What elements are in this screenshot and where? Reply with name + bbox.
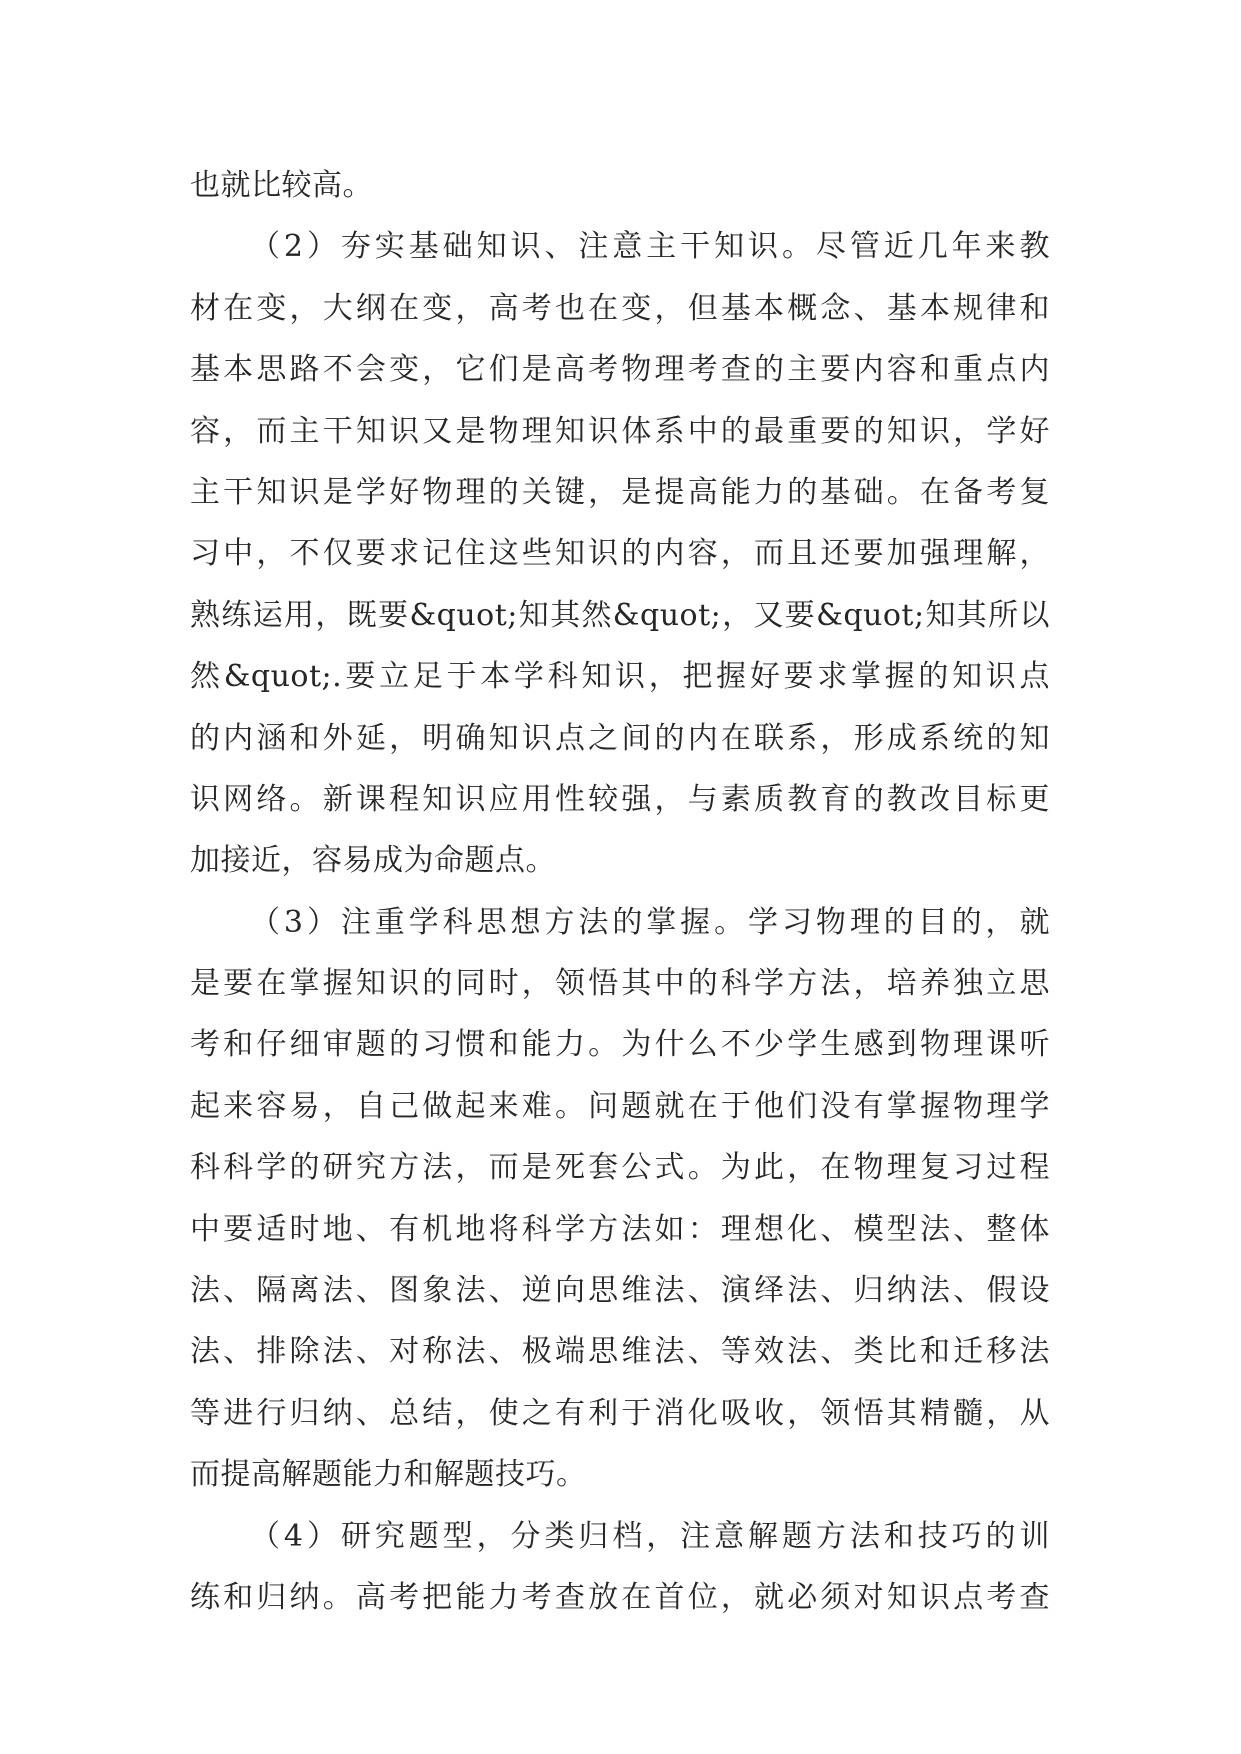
text-line: 然&quot;.要立足于本学科知识，把握好要求掌握的知识点 [190, 659, 1050, 695]
text-line: 加接近，容易成为命题点。 [190, 843, 556, 879]
text-line: 科科学的研究方法，而是死套公式。为此，在物理复习过程 [190, 1150, 1050, 1186]
paragraph-4-question-types [190, 1506, 1050, 1629]
text-line: 练和归纳。高考把能力考查放在首位，就必须对知识点考查 [190, 1579, 1050, 1615]
text-line: 等进行归纳、总结，使之有利于消化吸收，领悟其精髓，从 [190, 1395, 1050, 1431]
text-line: （3）注重学科思想方法的掌握。学习物理的目的，就 [250, 904, 1050, 940]
text-line: 熟练运用，既要&quot;知其然&quot;，又要&quot;知其所以 [190, 597, 1050, 633]
text-line: 中要适时地、有机地将科学方法如：理想化、模型法、整体 [190, 1211, 1050, 1247]
paragraph-3-methods [190, 892, 1050, 1506]
text-line: （4）研究题型，分类归档，注意解题方法和技巧的训 [250, 1518, 1050, 1554]
text-line: 材在变，大纲在变，高考也在变，但基本概念、基本规律和 [190, 290, 1050, 326]
text-line: 考和仔细审题的习惯和能力。为什么不少学生感到物理课听 [190, 1027, 1050, 1063]
text-line: 识网络。新课程知识应用性较强，与素质教育的教改目标更 [190, 781, 1050, 817]
text-line: 起来容易，自己做起来难。问题就在于他们没有掌握物理学 [190, 1088, 1050, 1124]
text-line: 法、隔离法、图象法、逆向思维法、演绎法、归纳法、假设 [190, 1273, 1050, 1309]
text-line: 基本思路不会变，它们是高考物理考查的主要内容和重点内 [190, 352, 1050, 388]
text-line: （2）夯实基础知识、注意主干知识。尽管近几年来教 [250, 229, 1050, 265]
text-line: 是要在掌握知识的同时，领悟其中的科学方法，培养独立思 [190, 966, 1050, 1002]
text-line: 主干知识是学好物理的关键，是提高能力的基础。在备考复 [190, 474, 1050, 510]
text-line: 习中，不仅要求记住这些知识的内容，而且还要加强理解， [190, 536, 1050, 572]
text-line: 法、排除法、对称法、极端思维法、等效法、类比和迁移法 [190, 1334, 1050, 1370]
paragraph-2-basic-knowledge [190, 216, 1050, 891]
body-text [190, 155, 1050, 1628]
text-line: 容，而主干知识又是物理知识体系中的最重要的知识，学好 [190, 413, 1050, 449]
text-line: 也就比较高。 [190, 168, 373, 203]
text-line: 的内涵和外延，明确知识点之间的内在联系，形成系统的知 [190, 720, 1050, 756]
paragraph-continuation [190, 155, 1050, 216]
text-line: 而提高解题能力和解题技巧。 [190, 1457, 587, 1493]
